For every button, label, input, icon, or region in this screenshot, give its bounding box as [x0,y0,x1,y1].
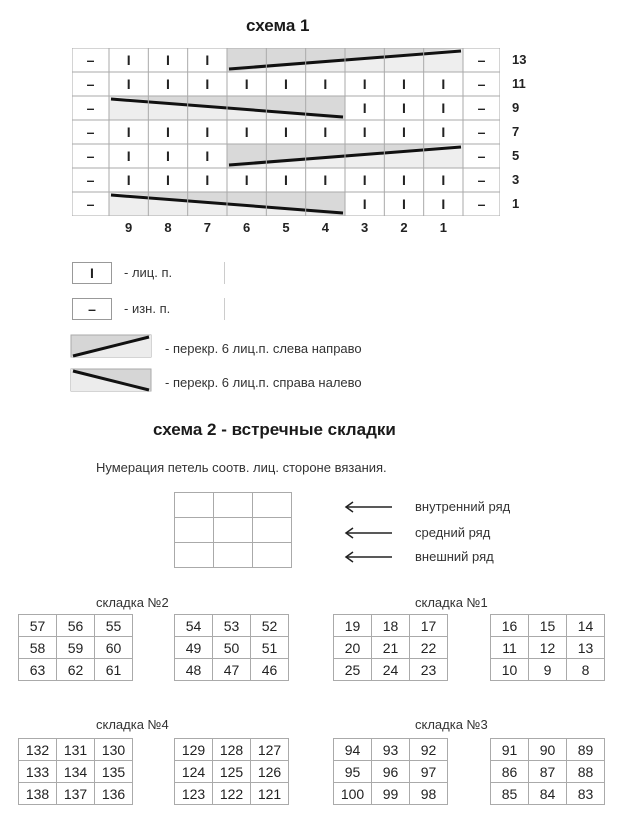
scheme2-key-grid [174,492,292,568]
legend-divider [224,298,225,320]
stitch-symbol: I [362,100,367,116]
stitch-number: 124 [175,761,213,783]
stitch-symbol: – [477,172,486,188]
stitch-symbol: I [126,148,131,164]
legend-cross-rl-text: - перекр. 6 лиц.п. справа налево [165,375,362,390]
fold-stitch-table [18,614,133,681]
stitch-symbol: I [205,52,210,68]
legend-divider [224,262,225,284]
stitch-symbol: I [205,124,210,140]
stitch-number: 128 [213,739,251,761]
scheme1-title: схема 1 [246,16,310,35]
stitch-number: 123 [175,783,213,805]
stitch-symbol: I [402,124,406,140]
row-label-inner: внутренний ряд [415,499,511,514]
stitch-number: 19 [334,615,372,637]
fold-stitch-table [490,738,605,805]
stitch-symbol: – [477,76,486,92]
stitch-number: 95 [334,761,372,783]
stitch-number: 49 [175,637,213,659]
stitch-number: 24 [372,659,410,681]
column-number: 8 [164,220,172,235]
stitch-number: 17 [410,615,448,637]
stitch-symbol: I [402,100,406,116]
stitch-number: 12 [529,637,567,659]
stitch-number: 16 [491,615,529,637]
stitch-symbol: I [362,76,367,92]
stitch-number: 91 [491,739,529,761]
stitch-number: 136 [95,783,133,805]
stitch-number: 23 [410,659,448,681]
legend-knit-symbol: I [72,262,112,284]
stitch-symbol: I [323,124,328,140]
stitch-symbol: I [284,76,288,92]
stitch-number: 126 [251,761,289,783]
stitch-number: 8 [567,659,605,681]
column-number: 5 [282,220,290,235]
stitch-symbol: I [402,76,406,92]
stitch-number: 60 [95,637,133,659]
stitch-symbol: I [166,52,170,68]
stitch-number: 87 [529,761,567,783]
stitch-number: 14 [567,615,605,637]
stitch-number: 96 [372,761,410,783]
stitch-number: 93 [372,739,410,761]
row-number: 7 [512,124,520,139]
stitch-number: 48 [175,659,213,681]
stitch-number: 94 [334,739,372,761]
stitch-number: 88 [567,761,605,783]
stitch-symbol: I [205,148,210,164]
stitch-symbol: I [166,148,170,164]
stitch-number: 89 [567,739,605,761]
fold-stitch-table [333,614,448,681]
stitch-symbol: I [244,124,249,140]
scheme1-grid [72,48,500,216]
stitch-symbol: I [166,124,170,140]
row-arrows [340,497,400,567]
stitch-symbol: – [86,196,95,212]
row-number: 9 [512,100,520,115]
stitch-number: 63 [19,659,57,681]
stitch-symbol: I [402,196,406,212]
stitch-number: 97 [410,761,448,783]
stitch-number: 132 [19,739,57,761]
fold-label: складка №3 [415,717,488,732]
stitch-symbol: – [86,76,95,92]
stitch-number: 122 [213,783,251,805]
stitch-number: 59 [57,637,95,659]
stitch-symbol: – [86,52,95,68]
legend-cross-rl-icon [70,368,154,394]
stitch-number: 21 [372,637,410,659]
row-number: 1 [512,196,520,211]
fold-stitch-table [333,738,448,805]
column-number: 1 [439,220,447,235]
stitch-number: 138 [19,783,57,805]
stitch-number: 11 [491,637,529,659]
stitch-symbol: I [362,124,367,140]
stitch-symbol: I [441,196,446,212]
stitch-number: 47 [213,659,251,681]
row-number: 3 [512,172,520,187]
stitch-number: 135 [95,761,133,783]
stitch-number: 20 [334,637,372,659]
stitch-number: 85 [491,783,529,805]
row-number: 5 [512,148,520,163]
stitch-number: 53 [213,615,251,637]
stitch-symbol: I [166,76,170,92]
stitch-number: 62 [57,659,95,681]
fold-stitch-table [490,614,605,681]
column-number: 9 [125,220,133,235]
stitch-number: 61 [95,659,133,681]
stitch-number: 9 [529,659,567,681]
stitch-symbol: I [126,76,131,92]
stitch-number: 99 [372,783,410,805]
stitch-symbol: I [284,124,288,140]
stitch-symbol: – [477,196,486,212]
stitch-number: 52 [251,615,289,637]
column-number: 3 [361,220,369,235]
stitch-number: 98 [410,783,448,805]
legend-purl-symbol: – [72,298,112,320]
stitch-number: 129 [175,739,213,761]
stitch-number: 130 [95,739,133,761]
stitch-symbol: – [86,100,95,116]
stitch-symbol: I [362,196,367,212]
scheme2-title: схема 2 - встречные складки [153,420,396,439]
fold-label: складка №4 [96,717,169,732]
stitch-number: 55 [95,615,133,637]
stitch-symbol: I [166,172,170,188]
stitch-symbol: I [244,172,249,188]
row-number: 13 [512,52,527,67]
stitch-number: 56 [57,615,95,637]
scheme2-note: Нумерация петель соотв. лиц. стороне вязания. [96,460,387,475]
fold-label: складка №1 [415,595,488,610]
stitch-number: 86 [491,761,529,783]
stitch-number: 18 [372,615,410,637]
stitch-number: 134 [57,761,95,783]
stitch-number: 57 [19,615,57,637]
stitch-number: 50 [213,637,251,659]
stitch-symbol: I [441,100,446,116]
scheme1-chart [72,48,500,216]
stitch-symbol: – [86,124,95,140]
stitch-symbol: I [323,76,328,92]
stitch-number: 10 [491,659,529,681]
stitch-number: 125 [213,761,251,783]
stitch-number: 54 [175,615,213,637]
stitch-number: 25 [334,659,372,681]
stitch-number: 92 [410,739,448,761]
stitch-symbol: I [126,124,131,140]
row-number: 11 [512,76,526,91]
stitch-symbol: – [477,52,486,68]
legend-cross-lr-icon [70,334,154,360]
column-number: 2 [400,220,408,235]
stitch-symbol: I [441,124,446,140]
column-number: 4 [321,220,329,235]
legend-cross-lr-text: - перекр. 6 лиц.п. слева направо [165,341,362,356]
fold-stitch-table [18,738,133,805]
row-label-outer: внешний ряд [415,549,494,564]
stitch-symbol: I [205,76,210,92]
stitch-number: 131 [57,739,95,761]
column-number: 6 [243,220,251,235]
stitch-number: 46 [251,659,289,681]
column-number: 7 [203,220,211,235]
stitch-symbol: – [477,124,486,140]
stitch-number: 22 [410,637,448,659]
stitch-number: 121 [251,783,289,805]
stitch-symbol: I [362,172,367,188]
stitch-symbol: – [86,172,95,188]
stitch-number: 83 [567,783,605,805]
row-label-middle: средний ряд [415,525,491,540]
legend-knit-text: - лиц. п. [124,265,173,280]
fold-stitch-table [174,738,289,805]
fold-label: складка №2 [96,595,169,610]
stitch-symbol: I [441,76,446,92]
stitch-symbol: I [402,172,406,188]
stitch-number: 133 [19,761,57,783]
stitch-number: 58 [19,637,57,659]
stitch-symbol: – [477,148,486,164]
stitch-number: 137 [57,783,95,805]
stitch-number: 100 [334,783,372,805]
stitch-number: 13 [567,637,605,659]
stitch-symbol: – [477,100,486,116]
legend-purl-text: - изн. п. [124,301,171,316]
stitch-symbol: I [441,172,446,188]
stitch-symbol: I [126,52,131,68]
stitch-symbol: I [126,172,131,188]
stitch-symbol: – [86,148,95,164]
stitch-symbol: I [244,76,249,92]
stitch-symbol: I [205,172,210,188]
fold-stitch-table [174,614,289,681]
stitch-symbol: I [284,172,288,188]
stitch-symbol: I [323,172,328,188]
stitch-number: 127 [251,739,289,761]
stitch-number: 15 [529,615,567,637]
stitch-number: 84 [529,783,567,805]
stitch-number: 90 [529,739,567,761]
stitch-number: 51 [251,637,289,659]
